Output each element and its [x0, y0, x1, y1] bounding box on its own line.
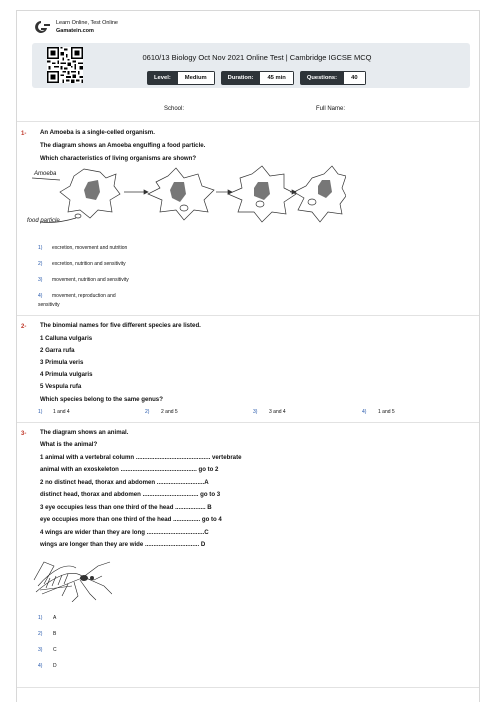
option-number[interactable]: 2): [38, 631, 43, 637]
key-line: 4 wings are wider than they are long ..................................C: [40, 529, 209, 536]
option-number[interactable]: 3): [253, 409, 258, 415]
diagram-label-amoeba: Amoeba: [34, 171, 57, 177]
brand[interactable]: [32, 19, 118, 35]
species-item: 5 Vespula rufa: [40, 383, 82, 390]
option-number[interactable]: 4): [38, 663, 43, 669]
question-text: The diagram shows an animal.: [40, 429, 129, 436]
gamatein-logo-icon: [32, 20, 50, 34]
species-item: 1 Calluna vulgaris: [40, 335, 93, 342]
question-number: 2-: [21, 324, 27, 330]
diagram-label-food-particle: food particle: [27, 218, 60, 224]
option-number[interactable]: 4): [362, 409, 367, 415]
option-number[interactable]: 2): [145, 409, 150, 415]
level-value: Medium: [178, 71, 215, 85]
option-text[interactable]: 3 and 4: [269, 409, 286, 415]
option-number[interactable]: 3): [38, 647, 43, 653]
key-line: animal with an exoskeleton ............................................. go to 2: [40, 466, 219, 473]
divider: [17, 687, 479, 688]
option-text[interactable]: movement, nutrition and sensitivity: [52, 277, 129, 283]
option-number[interactable]: 4): [38, 293, 43, 299]
option-text[interactable]: 1 and 5: [378, 409, 395, 415]
divider: [17, 315, 479, 316]
mosquito-drawing: [32, 556, 112, 602]
option-number[interactable]: 1): [38, 245, 43, 251]
question-text: The binomial names for five different species are listed.: [40, 322, 201, 329]
option-text[interactable]: movement, reproduction and: [52, 293, 116, 299]
question-text: An Amoeba is a single-celled organism.: [40, 129, 155, 136]
option-number[interactable]: 2): [38, 261, 43, 267]
test-title: 0610/13 Biology Oct Nov 2021 Online Test | Cambridge IGCSE MCQ: [142, 53, 372, 62]
question-number: 3-: [21, 431, 27, 437]
duration-value: 45 min: [260, 71, 293, 85]
option-text[interactable]: B: [53, 631, 57, 637]
option-text-continued[interactable]: sensitivity: [38, 302, 60, 308]
option-text[interactable]: 1 and 4: [53, 409, 70, 415]
question-text: The diagram shows an Amoeba engulfing a food particle.: [40, 142, 206, 149]
species-item: 2 Garra rufa: [40, 347, 75, 354]
level-pill: [147, 71, 215, 85]
questions-label: Questions:: [300, 71, 344, 85]
amoeba-diagram: [26, 164, 346, 230]
species-item: 3 Primula veris: [40, 359, 84, 366]
school-field-label: School:: [164, 106, 185, 112]
option-text[interactable]: 2 and 5: [161, 409, 178, 415]
divider: [17, 121, 479, 122]
brand-tagline: Learn Online, Test Online: [56, 20, 118, 26]
questions-value: 40: [344, 71, 365, 85]
key-line: distinct head, thorax and abdomen ................................. go to 3: [40, 491, 221, 498]
duration-pill: [221, 71, 294, 85]
option-text[interactable]: excretion, nutrition and sensitivity: [52, 261, 126, 267]
key-line: wings are longer than they are wide ................................ D: [40, 541, 206, 548]
divider: [17, 422, 479, 423]
species-item: 4 Primula vulgaris: [40, 371, 93, 378]
option-text[interactable]: excretion, movement and nutrition: [52, 245, 128, 251]
questions-pill: [300, 71, 366, 85]
option-text[interactable]: D: [53, 663, 57, 669]
question-text: Which species belong to the same genus?: [40, 396, 163, 403]
brand-site[interactable]: Gamatein.com: [56, 28, 94, 34]
key-line: 3 eye occupies less than one third of the head .................. B: [40, 504, 212, 511]
option-text[interactable]: C: [53, 647, 57, 653]
duration-label: Duration:: [221, 71, 261, 85]
full-name-field-label: Full Name:: [316, 106, 346, 112]
option-number[interactable]: 3): [38, 277, 43, 283]
question-text: What is the animal?: [40, 441, 98, 448]
option-number[interactable]: 1): [38, 409, 43, 415]
option-number[interactable]: 1): [38, 615, 43, 621]
key-line: 2 no distinct head, thorax and abdomen ............................A: [40, 479, 209, 486]
key-line: eye occupies more than one third of the head ................ go to 4: [40, 516, 222, 523]
key-line: 1 animal with a vertebral column ............................................ vertebrate: [40, 454, 242, 461]
test-meta: [147, 71, 366, 85]
question-text: Which characteristics of living organisms are shown?: [40, 155, 197, 162]
question-number: 1-: [21, 131, 27, 137]
level-label: Level:: [147, 71, 178, 85]
option-text[interactable]: A: [53, 615, 57, 621]
